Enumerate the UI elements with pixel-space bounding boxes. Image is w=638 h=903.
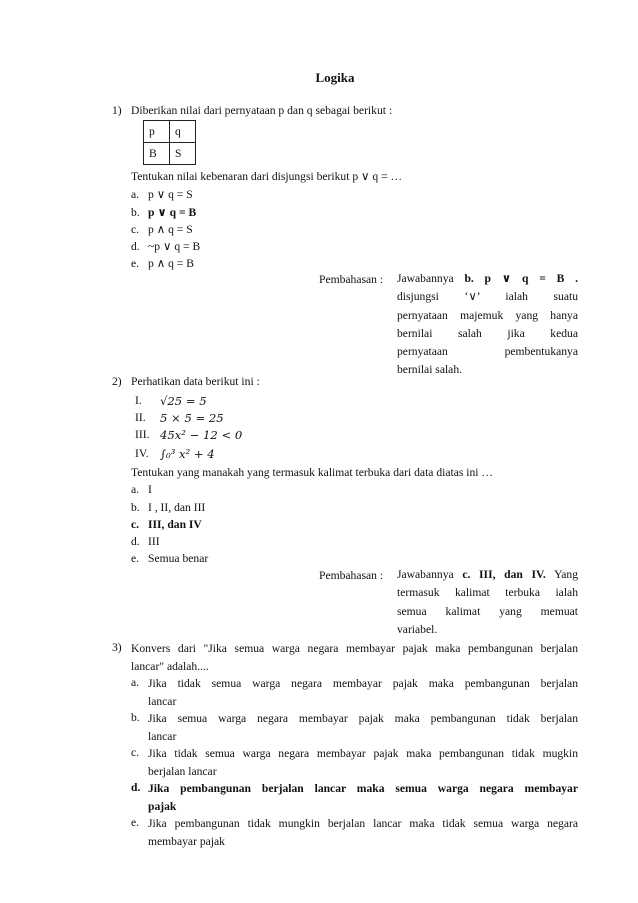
q2-option-text: I: [148, 483, 152, 496]
q2-item-roman: I.: [135, 394, 142, 407]
truth-table-value-q: S: [170, 143, 196, 165]
q2-option-letter: c.: [131, 518, 140, 531]
q3-option-line: berjalan lancar: [148, 764, 217, 778]
q1-explanation-line: pernyataan majemuk yang hanya: [397, 308, 578, 322]
q3-option: [148, 815, 578, 850]
q2-explanation: [397, 566, 578, 639]
q2-explanation-line: termasuk kalimat terbuka ialah: [397, 586, 578, 600]
q3-option: [148, 710, 578, 745]
q2-item-roman: III.: [135, 428, 150, 441]
q1-explanation-answer: b. p ∨ q = B .: [464, 272, 578, 285]
q2-item-roman: IV.: [135, 447, 149, 460]
q1-option-letter: e.: [131, 257, 140, 270]
q1-number: 1): [112, 104, 122, 117]
q1-explanation-line: bernilai salah jika kedua: [397, 326, 578, 340]
q2-explanation-suffix: Yang: [554, 568, 579, 581]
q3-number: 3): [112, 641, 122, 654]
q1-question: Tentukan nilai kebenaran dari disjungsi berikut p ∨ q = …: [131, 170, 403, 183]
q2-number: 2): [112, 375, 122, 388]
q3-option-letter: b.: [131, 711, 140, 724]
q1-option-letter: c.: [131, 223, 140, 236]
page-title: Logika: [315, 70, 355, 85]
q3-option-letter: a.: [131, 676, 140, 689]
q2-item-expr: 45x² − 12 < 0: [160, 428, 243, 442]
q1-option-text: ~p ∨ q = B: [148, 240, 201, 253]
q3-option-line: Jika pembangunan tidak mungkin berjalan lancar maka tidak semua warga negara: [148, 817, 578, 830]
q1-option-letter: d.: [131, 240, 140, 253]
truth-table-header-q: q: [170, 121, 196, 143]
q3-option-line: Jika tidak semua warga negara membayar pajak maka pembangunan tidak mugkin: [148, 747, 578, 760]
q1-explanation-line: bernilai salah.: [397, 363, 463, 377]
q2-explanation-answer: c. III, dan IV.: [462, 568, 546, 581]
q2-option-letter: b.: [131, 501, 140, 514]
truth-table-value-p: B: [144, 143, 170, 165]
q3-text: [131, 640, 578, 675]
q2-option-text: I , II, dan III: [148, 501, 206, 514]
q2-item-roman: II.: [135, 411, 146, 424]
q2-text: Perhatikan data berikut ini :: [131, 375, 260, 388]
q3-option-letter: e.: [131, 816, 140, 829]
q3-text-line: Konvers dari "Jika semua warga negara membayar pajak maka pembangunan berjalan: [131, 642, 578, 655]
q3-option-line: Jika pembangunan berjalan lancar maka semua warga negara membayar: [148, 782, 578, 795]
q3-option-correct: [148, 780, 578, 815]
q1-explanation: [397, 270, 578, 380]
q1-option-letter: b.: [131, 206, 140, 219]
q2-question: Tentukan yang manakah yang termasuk kalimat terbuka dari data diatas ini …: [131, 466, 494, 479]
q2-option-text: Semua benar: [148, 552, 209, 565]
q1-text: Diberikan nilai dari pernyataan p dan q sebagai berikut :: [131, 104, 393, 117]
q3-text-line: lancar" adalah....: [131, 659, 209, 673]
q1-pembahasan-label: Pembahasan :: [319, 273, 384, 286]
truth-table-header-p: p: [144, 121, 170, 143]
q3-option-line: lancar: [148, 729, 177, 743]
q2-pembahasan-label: Pembahasan :: [319, 569, 384, 582]
q2-item-expr: ∫₀³ x² + 4: [160, 447, 215, 461]
q1-explanation-line: disjungsi ‘∨’ ialah suatu: [397, 290, 578, 304]
q3-option-line: pajak: [148, 799, 177, 813]
q3-option-line: Jika semua warga negara membayar pajak maka pembangunan tidak berjalan: [148, 712, 578, 725]
q3-option-line: lancar: [148, 694, 177, 708]
q3-option: [148, 745, 578, 780]
q3-option-line: membayar pajak: [148, 834, 225, 848]
q1-option-text: p ∧ q = S: [148, 223, 193, 236]
q3-option: [148, 675, 578, 710]
q1-option-letter: a.: [131, 188, 140, 201]
q3-option-line: Jika tidak semua warga negara membayar pajak maka pembangunan berjalan: [148, 677, 578, 690]
q1-option-text: p ∨ q = S: [148, 188, 193, 201]
q3-option-letter: d.: [131, 781, 141, 794]
truth-table: [143, 120, 196, 165]
q1-option-text: p ∧ q = B: [148, 257, 194, 270]
q2-option-letter: e.: [131, 552, 140, 565]
q1-explanation-line: pernyataan pembentukanya: [397, 345, 578, 359]
q2-item-expr: 5 × 5 = 25: [160, 411, 224, 425]
q1-explanation-prefix: Jawabannya: [397, 272, 454, 285]
q2-option-letter: d.: [131, 535, 140, 548]
q2-option-text-correct: III, dan IV: [148, 518, 202, 531]
q2-explanation-line: semua kalimat yang memuat: [397, 604, 578, 618]
q1-option-text-correct: p ∨ q = B: [148, 206, 197, 219]
q2-explanation-line: variabel.: [397, 622, 438, 636]
q2-explanation-prefix: Jawabannya: [397, 568, 454, 581]
q3-option-letter: c.: [131, 746, 140, 759]
q2-option-text: III: [148, 535, 160, 548]
q2-item-expr: √25 = 5: [160, 394, 207, 408]
q2-option-letter: a.: [131, 483, 140, 496]
